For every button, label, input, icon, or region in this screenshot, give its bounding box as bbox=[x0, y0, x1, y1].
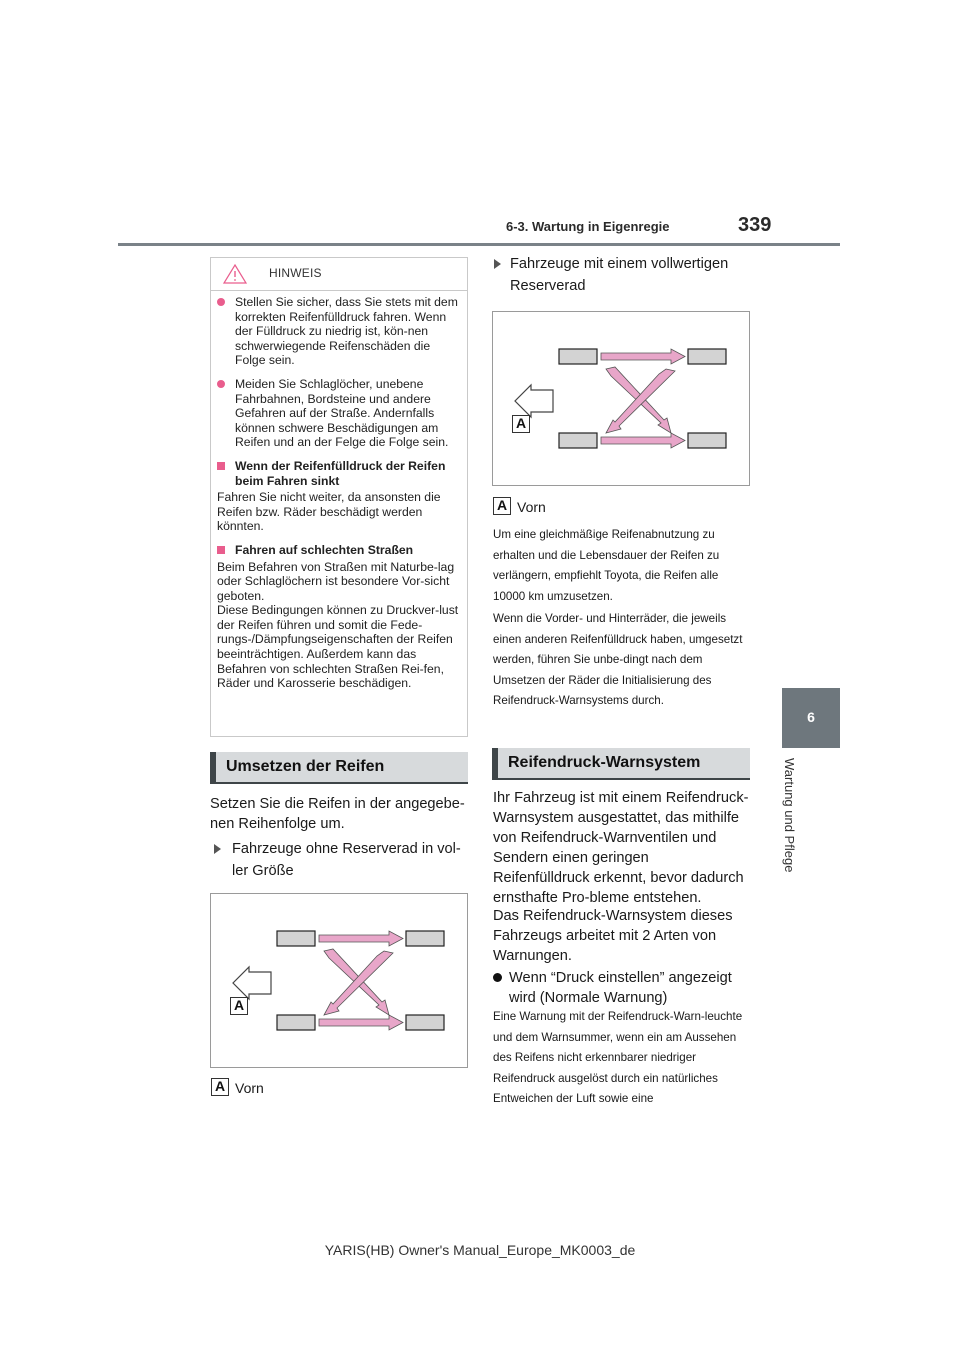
notice-paragraph: Beim Befahren von Straßen mit Naturbe-lag oder Schlaglöchern ist besondere Vor-sicht geboten. Diese Bedingungen können zu Druckver-lust der Reifen führen und somit die Fede-rungs-/Dämpfungseigenschaften der Reifen beeinträchtigen. Außerdem kann das Befahren von schlechten Straßen Rei-fen, Räder und Karosserie beschädigen. bbox=[217, 559, 459, 691]
legend-front-text: Vorn bbox=[517, 499, 546, 515]
notice-item bbox=[217, 377, 461, 450]
chapter-tab bbox=[782, 688, 840, 748]
chapter-title: Wartung und Pflege bbox=[782, 758, 797, 873]
bullet-triangle-icon bbox=[214, 844, 221, 854]
notice-box bbox=[210, 257, 468, 737]
bullet-dot-icon bbox=[217, 298, 225, 306]
notice-item-text: Stellen Sie sicher, dass Sie stets mit dem korrekten Reifenfülldruck fahren. Wenn der Fülldruck zu niedrig ist, kön-nen schwerwiegende Reifenschäden die Folge sein. bbox=[235, 295, 458, 368]
callout-a-label: A bbox=[230, 997, 248, 1015]
arrow-rear-swap-icon bbox=[319, 1015, 403, 1030]
tire-front-left bbox=[277, 931, 315, 946]
notice-subheading-text: Fahren auf schlechten Straßen bbox=[235, 542, 414, 557]
tire-front-left bbox=[559, 349, 597, 364]
list-item-text: Fahrzeuge ohne Reserverad in vol-ler Größe bbox=[232, 841, 461, 879]
arrow-rear-swap-icon bbox=[601, 433, 685, 448]
list-item-warning-type bbox=[493, 968, 749, 1008]
rotation-diagram-full-spare bbox=[492, 311, 750, 486]
front-direction-arrow-icon bbox=[233, 967, 271, 999]
tire-rear-right bbox=[688, 433, 726, 448]
list-item-text: Fahrzeuge mit einem vollwertigen Reserverad bbox=[510, 256, 729, 294]
chapter-title-vertical bbox=[767, 758, 819, 908]
legend-front-text: Vorn bbox=[235, 1080, 264, 1096]
list-item-no-spare bbox=[214, 838, 464, 882]
notice-subheading bbox=[217, 543, 461, 558]
notice-header bbox=[211, 258, 467, 291]
section-title: 6-3. Wartung in Eigenregie bbox=[506, 219, 670, 234]
notice-subheading-text: Wenn der Reifenfülldruck der Reifen beim Fahren sinkt bbox=[235, 458, 446, 488]
rotation-advice-initialize: Wenn die Vorder- und Hinterräder, die jeweils einen anderen Reifenfülldruck haben, umgesetzt werden, führen Sie unbe-dingt nach dem Umsetzen der Räder die Initialisierung des Reifendruck-Warnsystems durch. bbox=[493, 612, 743, 707]
rotation-diagram-graphic bbox=[493, 312, 749, 485]
notice-paragraph: Fahren Sie nicht weiter, da ansonsten die Reifen bzw. Räder beschädigt werden könnten. bbox=[217, 490, 441, 534]
legend-a-badge: A bbox=[493, 497, 511, 515]
notice-body bbox=[211, 291, 467, 691]
tpws-warning-description: Eine Warnung mit der Reifendruck-Warn-leuchte und dem Warnsummer, wenn ein am Aussehen des Reifens nicht erkennbarer niedriger Reifendruck ausgelöst durch ein natürliches Entweichen der Luft sowie eine bbox=[493, 1010, 743, 1105]
tire-front-right bbox=[688, 349, 726, 364]
rotation-advice-interval: Um eine gleichmäßige Reifenabnutzung zu erhalten und die Lebensdauer der Reifen zu verlängern, empfiehlt Toyota, die Reifen alle 10000 km umzusetzen. bbox=[493, 528, 720, 603]
arrow-front-swap-icon bbox=[601, 349, 685, 364]
legend-a-badge: A bbox=[211, 1078, 229, 1096]
bullet-square-icon bbox=[217, 462, 225, 470]
list-item-full-spare bbox=[494, 253, 744, 297]
callout-a-label: A bbox=[512, 415, 530, 433]
notice-item bbox=[217, 295, 461, 368]
rotation-diagram-graphic bbox=[211, 894, 467, 1067]
bullet-square-icon bbox=[217, 546, 225, 554]
tire-front-right bbox=[406, 931, 444, 946]
section-heading-text: Reifendruck-Warnsystem bbox=[508, 754, 701, 771]
page-number: 339 bbox=[738, 214, 772, 236]
section-heading-tire-rotation bbox=[210, 752, 468, 784]
tpws-paragraph-types: Das Reifendruck-Warnsystem dieses Fahrzeugs arbeitet mit 2 Arten von Warnungen. bbox=[493, 908, 733, 964]
list-item-text: Wenn “Druck einstellen” angezeigt wird (Normale Warnung) bbox=[509, 970, 732, 1006]
header-divider bbox=[118, 243, 840, 246]
tire-rear-left bbox=[559, 433, 597, 448]
notice-title: HINWEIS bbox=[269, 266, 322, 280]
tire-rear-left bbox=[277, 1015, 315, 1030]
chapter-number: 6 bbox=[807, 709, 815, 725]
tire-rear-right bbox=[406, 1015, 444, 1030]
tpws-paragraph-intro: Ihr Fahrzeug ist mit einem Reifendruck-Warnsystem ausgestattet, das mithilfe von Reifendruck-Warnventilen und Sendern einen geringen Reifenfülldruck erkennt, bevor dadurch ernsthafte Pro-bleme entstehen. bbox=[493, 790, 749, 906]
bullet-triangle-icon bbox=[494, 259, 501, 269]
section-heading-tpws bbox=[492, 748, 750, 780]
footer-manual-id: YARIS(HB) Owner's Manual_Europe_MK0003_de bbox=[324, 1242, 636, 1258]
warning-triangle-icon bbox=[223, 264, 247, 284]
rotation-diagram-no-spare bbox=[210, 893, 468, 1068]
bullet-dot-icon bbox=[217, 380, 225, 388]
notice-item-text: Meiden Sie Schlaglöcher, unebene Fahrbahnen, Bordsteine und andere Gefahren auf der Straße. Andernfalls können schwere Beschädigungen am Reifen und an der Felge die Folge sein. bbox=[235, 376, 449, 450]
bullet-disc-icon bbox=[493, 973, 502, 982]
rotation-intro: Setzen Sie die Reifen in der angegebe-nen Reihenfolge um. bbox=[210, 796, 465, 832]
front-direction-arrow-icon bbox=[515, 385, 553, 417]
notice-subheading bbox=[217, 459, 461, 488]
section-heading-text: Umsetzen der Reifen bbox=[226, 758, 385, 775]
arrow-front-swap-icon bbox=[319, 931, 403, 946]
